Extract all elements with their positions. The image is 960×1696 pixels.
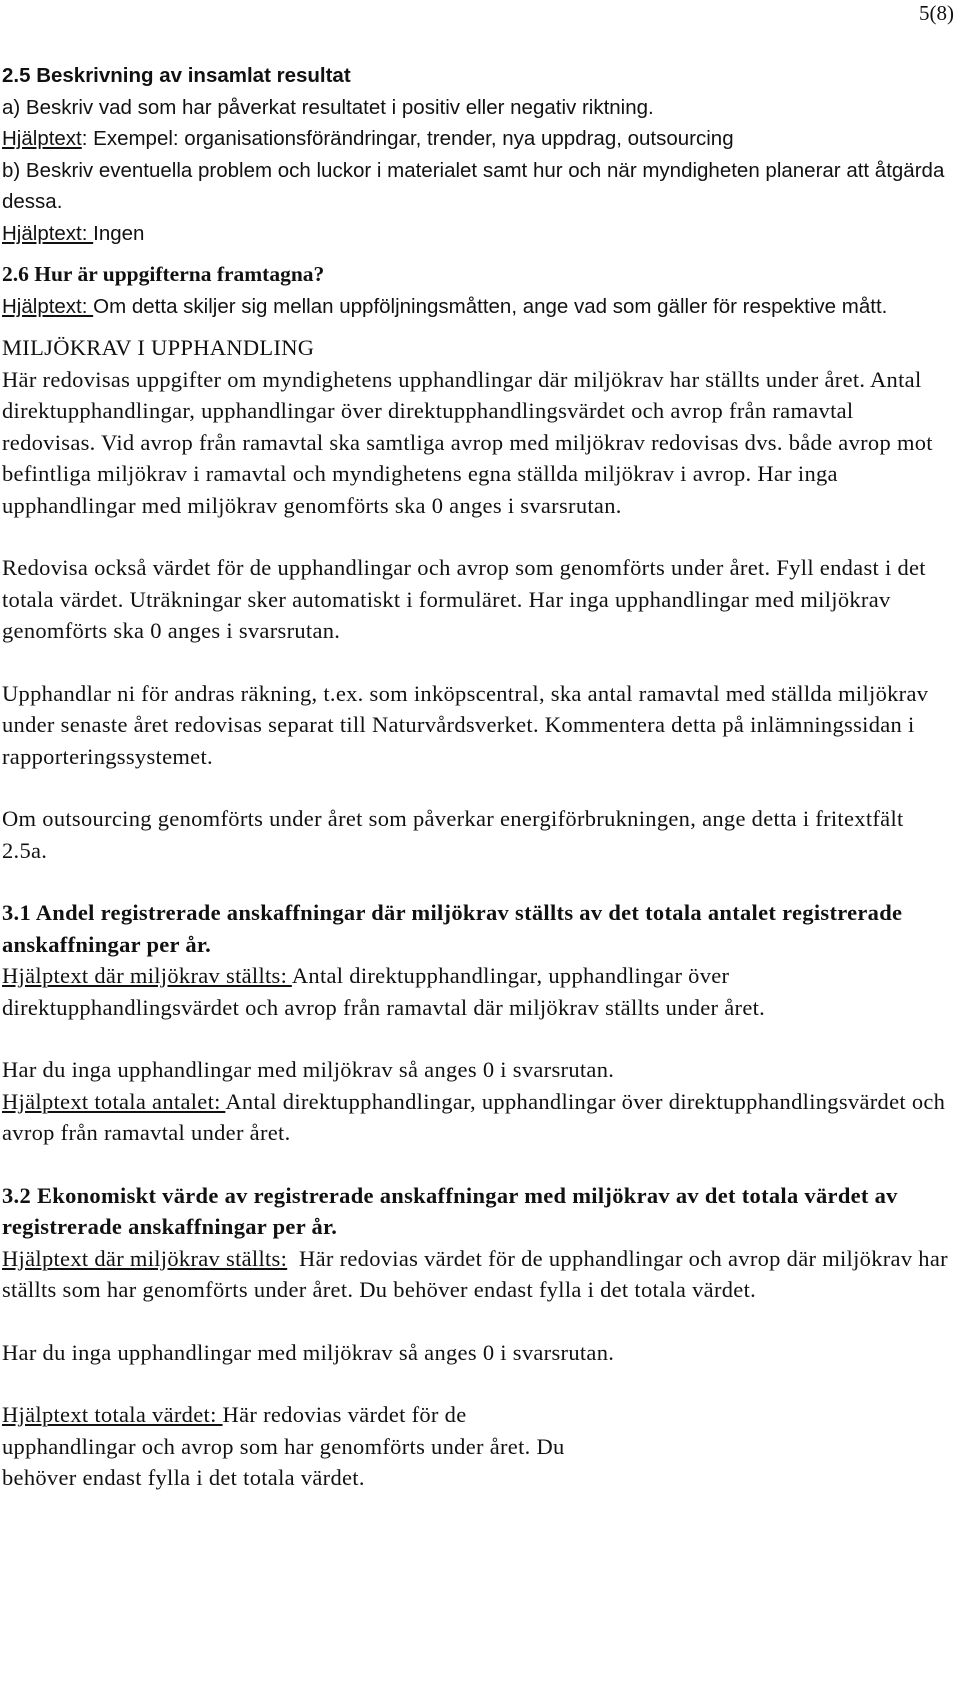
help-body: Här redovias värdet för de — [222, 1402, 467, 1427]
help-text — [2, 960, 952, 1023]
section-heading: 2.6 Hur är uppgifterna framtagna? — [2, 262, 325, 286]
help-text-b — [2, 218, 952, 250]
section-2-6 — [2, 259, 952, 322]
section-3-2 — [2, 1180, 952, 1494]
question-b: b) Beskriv eventuella problem och luckor i materialet samt hur och när myndigheten planerar att åtgärda dessa. — [2, 158, 945, 213]
help-label: Hjälptext där miljökrav ställts: — [2, 1245, 288, 1271]
help-label: Hjälptext totala antalet: — [2, 1088, 226, 1114]
help-body: Här redovias värdet för de upphandlingar och avrop där miljökrav har ställts som har genomförts under året. Du behöver endast fylla i det totala värdet. — [2, 1245, 954, 1302]
paragraph: Här redovisas uppgifter om myndighetens upphandlingar där miljökrav har ställts under året. Antal direktupphandlingar, upphandlingar över direktupphandlingsvärdet och avrop från ramavtal redovisas. Vid avrop från ramavtal ska samtliga avrop med miljökrav redovisas dvs. både avrop mot befintliga miljökrav i ramavtal och myndighetens egna ställda miljökrav i avrop. Har inga upphandlingar med miljökrav genomförts ska 0 anges i svarsrutan. — [2, 366, 933, 518]
help-text-a — [2, 123, 952, 155]
help-label: Hjälptext: — [2, 294, 94, 318]
section-heading: 3.2 Ekonomiskt värde av registrerade anskaffningar med miljökrav av det totala värdet av registrerade anskaffningar per år. — [2, 1182, 898, 1239]
section-miljokrav — [2, 332, 952, 866]
help-body: upphandlingar och avrop som har genomförts under året. Du — [2, 1433, 565, 1459]
help-label: Hjälptext där miljökrav ställts: — [2, 963, 292, 988]
help-text — [2, 1243, 952, 1306]
document-content — [2, 60, 952, 1494]
paragraph: Om outsourcing genomförts under året som påverkar energiförbrukningen, ange detta i fritextfält 2.5a. — [2, 806, 904, 863]
help-label: Hjälptext — [2, 127, 82, 150]
help-text — [2, 291, 952, 323]
help-body: Om detta skiljer sig mellan uppföljningsmåtten, ange vad som gäller för respektive mått. — [93, 294, 888, 318]
section-3-1 — [2, 897, 952, 1149]
help-body: : Exempel: organisationsförändringar, trender, nya uppdrag, outsourcing — [81, 127, 734, 150]
help-label: Hjälptext: — [2, 221, 94, 245]
help-body: behöver endast fylla i det totala värdet. — [2, 1465, 365, 1490]
help-body: Antal direktupphandlingar, upphandlingar över direktupphandlingsvärdet och avrop från ramavtal där miljökrav ställts under året. — [2, 963, 766, 1020]
help-text — [2, 1399, 952, 1494]
page-number: 5(8) — [919, 1, 954, 25]
help-body: Ingen — [93, 221, 145, 245]
note: Har du inga upphandlingar med miljökrav så anges 0 i svarsrutan. — [2, 1339, 615, 1365]
question-a: a) Beskriv vad som har påverkat resultatet i positiv eller negativ riktning. — [2, 95, 654, 119]
note: Har du inga upphandlingar med miljökrav så anges 0 i svarsrutan. — [2, 1057, 615, 1082]
paragraph: Redovisa också värdet för de upphandlingar och avrop som genomförts under året. Fyll endast i det totala värdet. Uträkningar sker automatiskt i formuläret. Har inga upphandlingar med miljökrav genomförts ska 0 anges i svarsrutan. — [2, 555, 926, 643]
paragraph: Upphandlar ni för andras räkning, t.ex. som inköpscentral, ska antal ramavtal med ställda miljökrav under senaste året redovisas separat till Naturvårdsverket. Kommentera detta på inlämningssidan i rapporteringssystemet. — [2, 680, 929, 769]
section-2-5 — [2, 60, 952, 249]
help-body: Antal direktupphandlingar, upphandlingar över direktupphandlingsvärdet och avrop från ramavtal under året. — [2, 1088, 946, 1145]
section-heading: MILJÖKRAV I UPPHANDLING — [2, 335, 315, 360]
help-text — [2, 1086, 952, 1149]
section-heading: 2.5 Beskrivning av insamlat resultat — [2, 64, 351, 87]
help-label: Hjälptext totala värdet: — [2, 1402, 223, 1427]
section-heading: 3.1 Andel registrerade anskaffningar där miljökrav ställts av det totala antalet registrerade anskaffningar per år. — [2, 900, 903, 957]
